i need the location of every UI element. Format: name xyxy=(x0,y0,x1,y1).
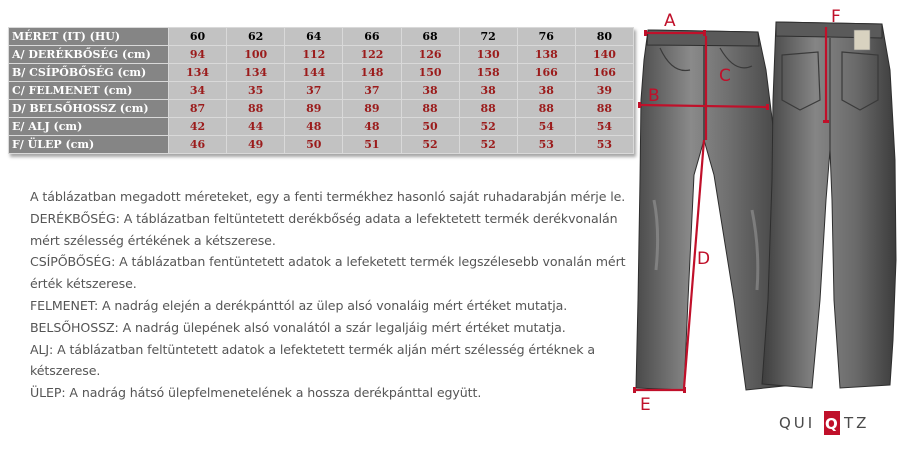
table-row xyxy=(9,64,634,82)
definition-hem xyxy=(30,339,640,383)
definition-text: : A táblázatban feltüntetett derékbőség adata a lefektetett termék derékvonalán mért szélesség értékének a kétszerese. xyxy=(30,210,618,248)
definition-text: : A nadrág hátsó ülepfelmenetelének a hossza derékpánttal együtt. xyxy=(61,385,482,401)
row-label: D/ BELSŐHOSSZ (cm) xyxy=(9,100,169,118)
table-cell: 37 xyxy=(285,82,343,100)
size-header-cell: 80 xyxy=(575,28,633,46)
table-row xyxy=(9,46,634,64)
size-header-cell: 66 xyxy=(343,28,401,46)
row-label: F/ ÜLEP (cm) xyxy=(9,136,169,154)
table-cell: 94 xyxy=(169,46,227,64)
definition-hip xyxy=(30,251,640,295)
table-cell: 54 xyxy=(575,118,633,136)
table-cell: 144 xyxy=(285,64,343,82)
definition-text: : A nadrág ülepének alsó vonalától a szár legaljáig mért értéket mutatja. xyxy=(114,319,566,335)
definition-term: ÜLEP xyxy=(30,385,62,401)
table-cell: 53 xyxy=(517,136,575,154)
table-cell: 140 xyxy=(575,46,633,64)
table-cell: 44 xyxy=(227,118,285,136)
row-label: B/ CSÍPŐBŐSÉG (cm) xyxy=(9,64,169,82)
table-cell: 88 xyxy=(401,100,459,118)
table-cell: 54 xyxy=(517,118,575,136)
size-header-cell: 68 xyxy=(401,28,459,46)
size-chart-table xyxy=(8,27,634,154)
label-a: A xyxy=(664,11,676,31)
definition-term: DERÉKBŐSÉG xyxy=(30,210,116,226)
table-cell: 100 xyxy=(227,46,285,64)
table-cell: 50 xyxy=(401,118,459,136)
table-cell: 46 xyxy=(169,136,227,154)
row-label: C/ FELMENET (cm) xyxy=(9,82,169,100)
table-header-label: MÉRET (IT) (HU) xyxy=(9,28,169,46)
table-cell: 89 xyxy=(343,100,401,118)
definition-text: : A nadrág elején a derékpánttól az ülep alsó vonaláig mért értéket mutatja. xyxy=(93,297,568,313)
quintz-logo xyxy=(778,408,888,438)
size-header-cell: 72 xyxy=(459,28,517,46)
table-cell: 51 xyxy=(343,136,401,154)
table-cell: 39 xyxy=(575,82,633,100)
table-cell: 130 xyxy=(459,46,517,64)
table-cell: 48 xyxy=(343,118,401,136)
table-cell: 38 xyxy=(459,82,517,100)
table-cell: 52 xyxy=(459,136,517,154)
table-cell: 150 xyxy=(401,64,459,82)
table-cell: 87 xyxy=(169,100,227,118)
label-f: F xyxy=(831,7,841,27)
label-b: B xyxy=(648,86,660,106)
size-header-cell: 60 xyxy=(169,28,227,46)
row-label: A/ DERÉKBŐSÉG (cm) xyxy=(9,46,169,64)
table-cell: 49 xyxy=(227,136,285,154)
label-c: C xyxy=(719,66,731,86)
intro-text: A táblázatban megadott méreteket, egy a fenti termékhez hasonló saját ruhadarabján mérje le. xyxy=(30,189,626,204)
label-d: D xyxy=(697,249,711,269)
table-cell: 88 xyxy=(517,100,575,118)
definition-back-rise xyxy=(30,382,640,404)
table-cell: 37 xyxy=(343,82,401,100)
definition-inseam xyxy=(30,317,640,339)
definition-rise xyxy=(30,295,640,317)
table-cell: 112 xyxy=(285,46,343,64)
table-cell: 148 xyxy=(343,64,401,82)
table-row xyxy=(9,118,634,136)
logo-text-left: QUI xyxy=(779,414,816,432)
table-cell: 166 xyxy=(517,64,575,82)
table-cell: 53 xyxy=(575,136,633,154)
table-cell: 50 xyxy=(285,136,343,154)
row-label: E/ ALJ (cm) xyxy=(9,118,169,136)
table-cell: 122 xyxy=(343,46,401,64)
logo-mark: Q xyxy=(825,415,838,433)
definition-term: ALJ xyxy=(30,341,50,357)
definition-term: BELSŐHOSSZ xyxy=(30,319,115,335)
table-cell: 134 xyxy=(227,64,285,82)
table-cell: 126 xyxy=(401,46,459,64)
size-header-cell: 76 xyxy=(517,28,575,46)
definition-term: CSÍPŐBŐSÉG xyxy=(30,254,112,270)
table-cell: 158 xyxy=(459,64,517,82)
definition-waist xyxy=(30,208,640,252)
table-cell: 88 xyxy=(227,100,285,118)
table-cell: 89 xyxy=(285,100,343,118)
table-header-row xyxy=(9,28,634,46)
table-cell: 52 xyxy=(401,136,459,154)
definition-text: : A táblázatban fentüntetett adatok a lefeketett termék legszélesebb vonalán mért érték kétszerese. xyxy=(30,254,626,292)
definition-text: : A táblázatban feltüntetett adatok a lefektetett termék alján mért szélesség értéknek a kétszerese. xyxy=(30,341,596,379)
definition-term: FELMENET xyxy=(30,297,94,313)
table-cell: 38 xyxy=(401,82,459,100)
size-header-cell: 64 xyxy=(285,28,343,46)
label-e: E xyxy=(640,395,651,415)
jeans-measurement-diagram xyxy=(625,0,897,451)
logo-text-right: TZ xyxy=(844,414,870,432)
table-cell: 38 xyxy=(517,82,575,100)
measurement-instructions xyxy=(30,186,640,404)
table-cell: 134 xyxy=(169,64,227,82)
table-row xyxy=(9,82,634,100)
table-cell: 166 xyxy=(575,64,633,82)
jeans-back xyxy=(762,22,896,388)
table-cell: 52 xyxy=(459,118,517,136)
size-header-cell: 62 xyxy=(227,28,285,46)
table-cell: 88 xyxy=(459,100,517,118)
table-cell: 138 xyxy=(517,46,575,64)
table-row xyxy=(9,100,634,118)
table-cell: 34 xyxy=(169,82,227,100)
table-cell: 42 xyxy=(169,118,227,136)
table-row xyxy=(9,136,634,154)
table-cell: 48 xyxy=(285,118,343,136)
table-cell: 35 xyxy=(227,82,285,100)
table-cell: 88 xyxy=(575,100,633,118)
